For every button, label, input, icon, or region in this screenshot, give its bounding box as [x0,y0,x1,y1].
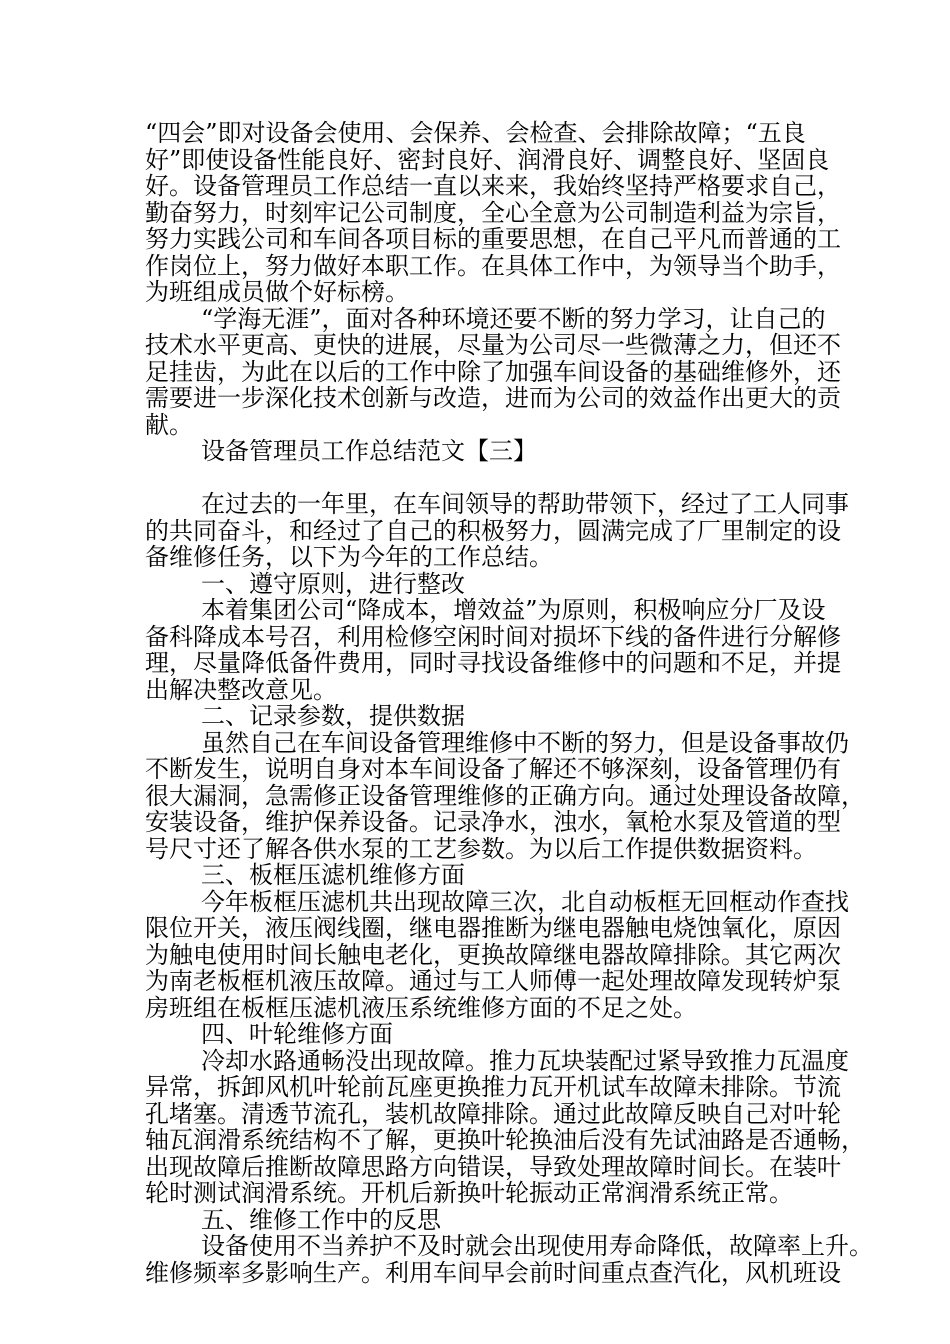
subsection-heading: 三、板框压滤机维修方面 [201,861,465,889]
text-line: 在过去的一年里，在车间领导的帮助带领下，经过了工人同事 [201,490,849,518]
text-line: 不断发生，说明自身对本车间设备了解还不够深刻，设备管理仍有 [145,755,841,783]
text-line: 作岗位上，努力做好本职工作。在具体工作中，为领导当个助手， [145,251,841,280]
blank-line [145,465,825,492]
text-line: 房班组在板框压滤机液压系统维修方面的不足之处。 [145,993,697,1022]
text-line: 轴瓦润滑系统结构不了解，更换叶轮换油后没有先试油路是否通畅， [145,1126,865,1154]
text-line: 努力实践公司和车间各项目标的重要思想，在自己平凡而普通的工 [145,225,841,253]
text-line: 勤奋努力，时刻牢记公司制度，全心全意为公司制造利益为宗旨， [145,198,841,227]
subsection-heading: 四、叶轮维修方面 [201,1020,393,1048]
text-line: 技术水平更高、更快的进展，尽量为公司尽一些微薄之力，但还不 [145,331,841,359]
text-line: 备维修任务，以下为今年的工作总结。 [145,543,553,571]
text-line: 冷却水路通畅没出现故障。推力瓦块装配过紧导致推力瓦温度 [201,1046,849,1075]
text-line: 理，尽量降低备件费用，同时寻找设备维修中的问题和不足，并提 [145,649,841,677]
subsection-heading: 五、维修工作中的反思 [201,1205,441,1234]
text-line: 设备使用不当养护不及时就会出现使用寿命降低，故障率上升。 [201,1232,873,1260]
text-line: 出现故障后推断故障思路方向错误，导致处理故障时间长。在装叶 [145,1152,841,1181]
text-line: “四会”即对设备会使用、会保养、会检查、会排除故障；“五良 [145,119,806,147]
text-line: 备科降成本号召，利用检修空闲时间对损坏下线的备件进行分解修 [145,622,841,651]
text-line: 异常，拆卸风机叶轮前瓦座更换推力瓦开机试车故障未排除。节流 [145,1073,841,1101]
text-line: 献。 [145,410,193,439]
text-line: 维修频率多影响生产。利用车间早会前时间重点查汽化，风机班设 [145,1258,841,1287]
text-line: 今年板框压滤机共出现故障三次，北自动板框无回框动作查找 [201,887,849,916]
text-line: 的共同奋斗，和经过了自己的积极努力，圆满完成了厂里制定的设 [145,516,841,545]
text-line: 出解决整改意见。 [145,675,337,704]
subsection-heading: 一、遵守原则，进行整改 [201,569,465,598]
text-line: 足挂齿，为此在以后的工作中除了加强车间设备的基础维修外，还 [145,357,841,386]
text-line: 限位开关，液压阀线圈，继电器推断为继电器触电烧蚀氧化，原因 [145,914,841,942]
text-line: 好。设备管理员工作总结一直以来来，我始终坚持严格要求自己， [145,172,841,200]
document-page [145,119,873,1287]
section-title: 设备管理员工作总结范文【三】 [201,437,537,465]
text-line: 为触电使用时间长触电老化，更换故障继电器故障排除。其它两次 [145,940,841,969]
text-line: 为班组成员做个好标榜。 [145,278,409,306]
subsection-heading: 二、记录参数，提供数据 [201,702,465,730]
text-line: 孔堵塞。清透节流孔，装机故障排除。通过此故障反映自己对叶轮 [145,1099,841,1128]
text-line: 好”即使设备性能良好、密封良好、润滑良好、调整良好、坚固良 [145,145,830,174]
text-line: 轮时测试润滑系统。开机后新换叶轮振动正常润滑系统正常。 [145,1179,793,1207]
text-line: 安装设备，维护保养设备。记录净水，浊水，氧枪水泵及管道的型 [145,808,841,836]
text-line: 虽然自己在车间设备管理维修中不断的努力，但是设备事故仍 [201,728,849,757]
text-line: 为南老板框机液压故障。通过与工人师傅一起处理故障发现转炉泵 [145,967,841,995]
text-line: “学海无涯”，面对各种环境还要不断的努力学习，让自己的 [201,304,826,333]
text-line: 很大漏洞，急需修正设备管理维修的正确方向。通过处理设备故障， [145,781,865,810]
text-line: 需要进一步深化技术创新与改造，进而为公司的效益作出更大的贡 [145,384,841,412]
text-line: 本着集团公司“降成本，增效益”为原则，积极响应分厂及设 [201,596,826,624]
text-line: 号尺寸还了解各供水泵的工艺参数。为以后工作提供数据资料。 [145,834,817,863]
